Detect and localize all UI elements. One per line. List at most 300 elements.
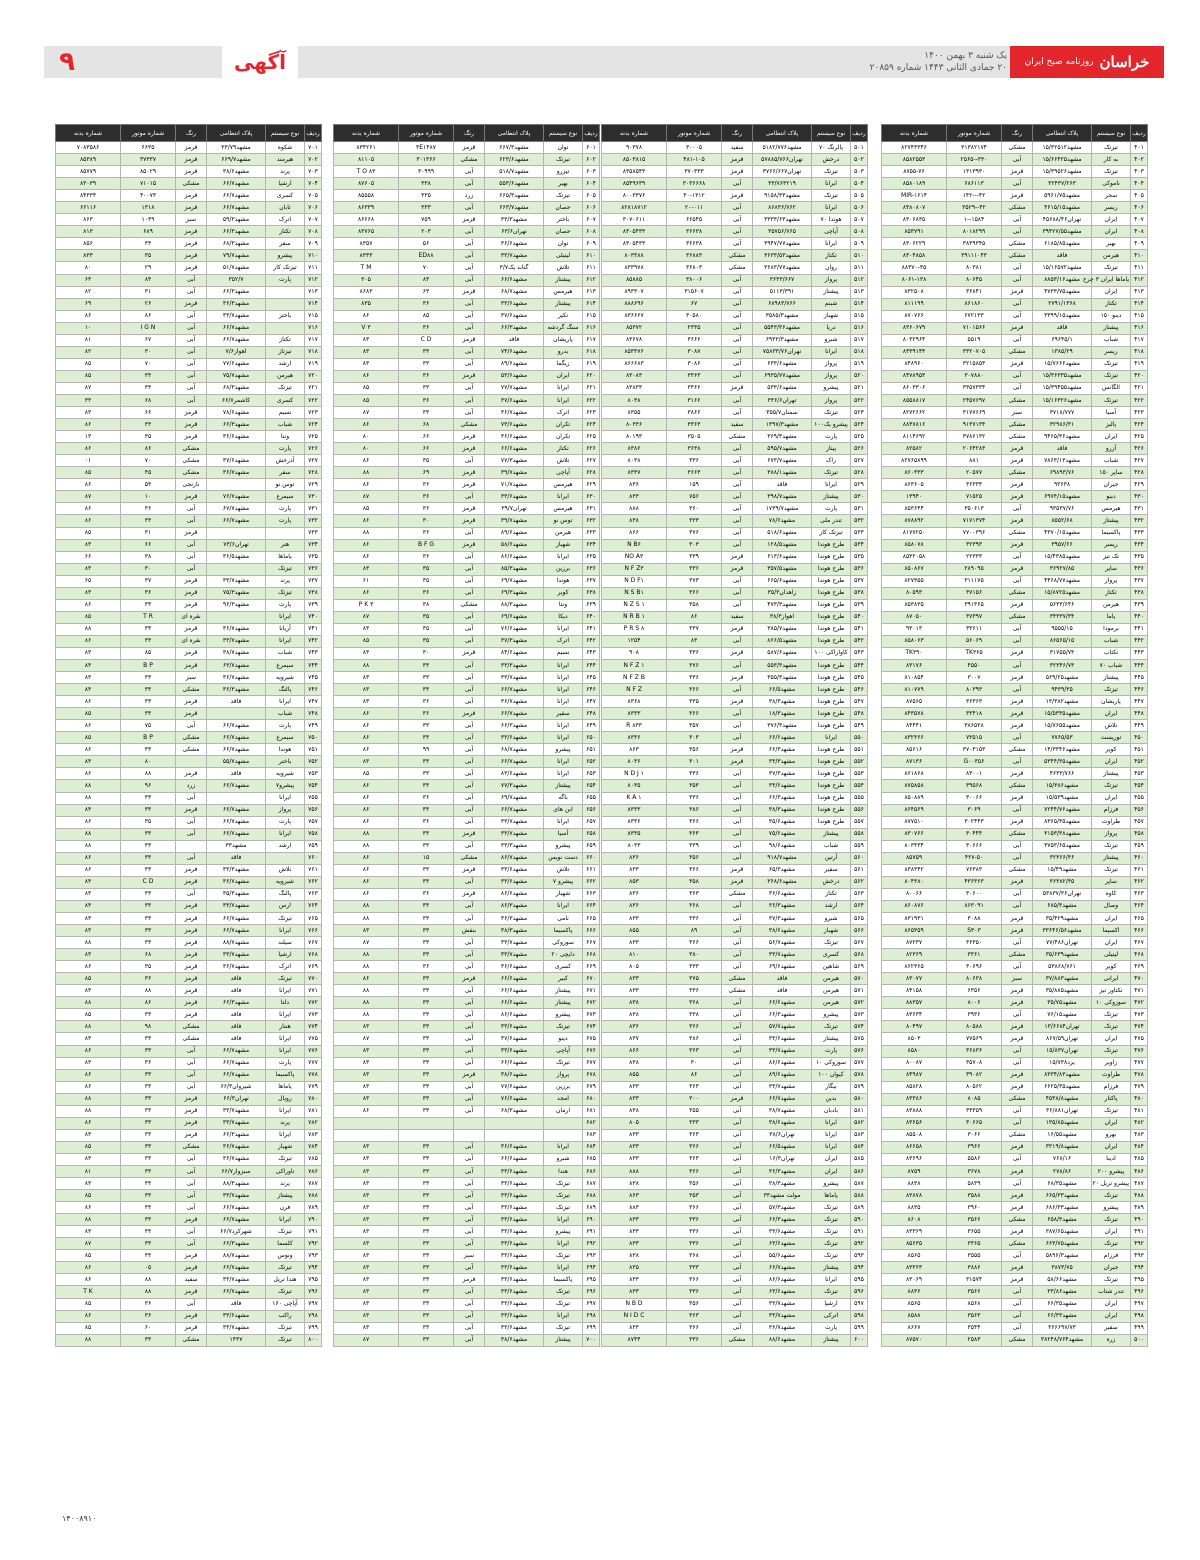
vehicle-table: [333, 124, 600, 1347]
engine-number: ۸۳۰۰۱: [947, 768, 1002, 780]
table-row: [334, 1250, 600, 1262]
table-row: [602, 298, 868, 310]
row-number: ۴۴۲: [1131, 635, 1148, 647]
license-plate: ۳۳/۷۶۳۲۱۹: [753, 178, 812, 190]
row-number: ۶۹۲: [583, 1238, 600, 1250]
color: قرمز: [722, 623, 753, 635]
table-row: [334, 431, 600, 443]
table-row: [882, 142, 1148, 154]
engine-number: ۳۳: [121, 840, 176, 852]
license-plate: مشهد۳۷/۶: [485, 1033, 544, 1045]
chassis-number: ۸۵: [334, 768, 399, 780]
system-type: جیران: [1092, 1262, 1131, 1274]
system-type: [544, 1129, 583, 1141]
license-plate: ۹۳۵۳۷/۷۶: [1033, 503, 1092, 515]
color: مشکی: [176, 684, 207, 696]
engine-number: ۳۷۰۳۱۵۳: [947, 744, 1002, 756]
column-header-chassis-number: شماره بدنه: [334, 125, 399, 142]
license-plate: مشهد۳۳/۶: [485, 864, 544, 876]
engine-number: ۳۳: [399, 346, 454, 358]
license-plate: مشهد۷۸۶۳/۱۳: [1033, 455, 1092, 467]
chassis-number: ۸۰۳۳۸۸: [602, 250, 667, 262]
chassis-number: ۸۵: [56, 1190, 121, 1202]
engine-number: ۳۳۶: [667, 455, 722, 467]
table-row: [882, 997, 1148, 1009]
table-row: [334, 937, 600, 949]
table-row: [882, 394, 1148, 406]
system-type: ایران: [1092, 792, 1131, 804]
license-plate: مشهد۶۶/۷: [207, 1057, 266, 1069]
system-type: زیگما: [544, 358, 583, 370]
color: قرمز: [176, 491, 207, 503]
license-plate: مشهد۶۷/۷: [207, 503, 266, 515]
engine-number: ۳۳۷: [667, 623, 722, 635]
color: آبی: [454, 672, 485, 684]
license-plate: زاهدان۳۵/۳: [753, 587, 812, 599]
color: آبی: [722, 840, 753, 852]
license-plate: مشهد۳۳/۳: [207, 864, 266, 876]
system-type: فرزام: [1092, 1081, 1131, 1093]
color: آبی: [722, 1105, 753, 1117]
system-type: نامی: [544, 913, 583, 925]
row-number: ۶۷۴: [583, 1021, 600, 1033]
engine-number: ۳۳: [399, 1322, 454, 1334]
engine-number: ۳۳: [399, 828, 454, 840]
table-header-row: [334, 125, 600, 142]
chassis-number: ۸۳۰۶۸۳۵: [882, 214, 947, 226]
chassis-number: ۸۰۰۸۷: [882, 1057, 947, 1069]
color: مشکی: [1002, 527, 1033, 539]
table-row: [334, 1057, 600, 1069]
color: مشکی: [1002, 780, 1033, 792]
row-number: ۴۸۸: [1131, 1190, 1148, 1202]
engine-number: ۳۳: [121, 1009, 176, 1021]
system-type: طرح هوندا: [812, 660, 851, 672]
license-plate: مشهد۶۶/۷: [207, 925, 266, 937]
license-plate: مشهد۹۱۵۸/۳۳: [753, 190, 812, 202]
color: مشکی: [1002, 394, 1033, 406]
engine-number: ۳۳: [399, 1286, 454, 1298]
row-number: ۴۳۸: [1131, 587, 1148, 599]
table-row: [602, 1081, 868, 1093]
color: آبی: [1002, 214, 1033, 226]
license-plate: مشهد۶۶/۷: [485, 756, 544, 768]
engine-number: ۸۵: [399, 310, 454, 322]
color: آبی: [176, 346, 207, 358]
row-number: ۶۹۳: [583, 1250, 600, 1262]
color: قرمز: [176, 876, 207, 888]
color: قرمز: [176, 925, 207, 937]
color: مشکی: [1002, 864, 1033, 876]
chassis-number: ۸۸: [334, 840, 399, 852]
row-number: ۴۰۳: [1131, 166, 1148, 178]
system-type: فرن: [266, 1202, 305, 1214]
license-plate: تهران۶۳/۶: [485, 226, 544, 238]
row-number: ۵۳۷: [851, 575, 868, 587]
row-number: ۵۵۶: [851, 804, 868, 816]
color: آبی: [454, 226, 485, 238]
chassis-number: ۸۶: [334, 708, 399, 720]
chassis-number: ۸۵۷۷۹: [56, 166, 121, 178]
color: آبی: [722, 1214, 753, 1226]
license-plate: مشهد۳۸/۶: [207, 166, 266, 178]
table-row: [334, 1226, 600, 1238]
engine-number: ۳۸: [399, 599, 454, 611]
row-number: ۴۱۴: [1131, 298, 1148, 310]
system-type: بهبر: [544, 178, 583, 190]
system-type: پارت: [266, 816, 305, 828]
row-number: ۴۹۷: [1131, 1298, 1148, 1310]
table-row: [334, 1069, 600, 1081]
chassis-number: ۸۳۰۶۹: [882, 1274, 947, 1286]
table-row: [334, 949, 600, 961]
chassis-number: ۸۶۱۸۶۸: [882, 768, 947, 780]
chassis-number: N Z S ۱: [602, 599, 667, 611]
color: آبی: [454, 407, 485, 419]
license-plate: [207, 708, 266, 720]
table-row: [602, 142, 868, 154]
color: قرمز: [1002, 720, 1033, 732]
row-number: ۴۶۸: [1131, 949, 1148, 961]
table-row: [334, 708, 600, 720]
system-type: تکتاز: [812, 250, 851, 262]
chassis-number: ۸۴۸۹۶۰: [882, 358, 947, 370]
system-type: فرزام: [1092, 804, 1131, 816]
chassis-number: ۸۰۳۳۶: [602, 419, 667, 431]
color: آبی: [1002, 1045, 1033, 1057]
engine-number: ۱۳۱۸: [121, 202, 176, 214]
system-type: هیرمن: [266, 370, 305, 382]
license-plate: مشهد۳۳/۷: [207, 310, 266, 322]
engine-number: ۳۳: [121, 925, 176, 937]
chassis-number: ۸۳۳: [602, 1238, 667, 1250]
row-number: ۵۱۲: [851, 274, 868, 286]
engine-number: ۸۵: [121, 647, 176, 659]
table-row: [334, 1274, 600, 1286]
table-row: [56, 792, 322, 804]
engine-number: ۳۳: [121, 1250, 176, 1262]
chassis-number: ۸۶: [56, 816, 121, 828]
system-type: تیزتک: [812, 1214, 851, 1226]
chassis-number: ۸۶۸۳: [334, 286, 399, 298]
row-number: ۴۲۵: [1131, 431, 1148, 443]
chassis-number: ۸۵: [56, 1298, 121, 1310]
system-type: ایرانا: [266, 985, 305, 997]
system-type: تکران: [544, 431, 583, 443]
table-row: [56, 1298, 322, 1310]
system-type: کیوان ۱۰۰: [812, 1069, 851, 1081]
row-number: ۴۷۸: [1131, 1069, 1148, 1081]
system-type: ایرانا: [812, 732, 851, 744]
system-type: تیزتک: [544, 1286, 583, 1298]
row-number: ۴۸۵: [1131, 1153, 1148, 1165]
license-plate: مشهد۶۳/۷: [207, 660, 266, 672]
system-type: دینو: [544, 1033, 583, 1045]
row-number: ۷۷۴: [305, 1021, 322, 1033]
chassis-number: ۸۱۰۸۵۴: [882, 672, 947, 684]
color: آبی: [722, 732, 753, 744]
license-plate: ۳۴۳۳۷/۳۴: [1033, 611, 1092, 623]
engine-number: ۳۳: [121, 1334, 176, 1346]
column-header-system-type: نوع سیستم: [812, 125, 851, 142]
chassis-number: ۸۳: [334, 1093, 399, 1105]
license-plate: ۸۵۵۲/۶۸: [1033, 515, 1092, 527]
chassis-number: ۸۸۸۶۹۶: [602, 298, 667, 310]
chassis-number: ۸۶: [56, 1310, 121, 1322]
chassis-number: ۸۶۳: [602, 1190, 667, 1202]
table-row: [602, 985, 868, 997]
color: آبی: [1002, 660, 1033, 672]
row-number: ۴۸۱: [1131, 1105, 1148, 1117]
system-type: سفیر: [1092, 1322, 1131, 1334]
table-row: [882, 852, 1148, 864]
row-number: ۶۲۶: [583, 443, 600, 455]
license-plate: مشهد۳۸/۳: [753, 696, 812, 708]
license-plate: مشهد۳۳/۶: [485, 1214, 544, 1226]
system-type: پرواز: [812, 358, 851, 370]
chassis-number: ۸۳۳۵: [602, 828, 667, 840]
engine-number: ۳۰۶۹: [947, 804, 1002, 816]
row-number: ۶۳۳: [583, 527, 600, 539]
license-plate: مشهد۵۸/۶۶: [1033, 1274, 1092, 1286]
system-type: هوندا ۷۰: [812, 214, 851, 226]
chassis-number: ۸۳۳: [602, 1226, 667, 1238]
engine-number: ۳۷۳۳۷: [121, 154, 176, 166]
engine-number: ۳۵۵۵: [947, 1250, 1002, 1262]
engine-number: ۳۳: [121, 1202, 176, 1214]
color: آبی: [454, 202, 485, 214]
table-row: [56, 286, 322, 298]
table-row: [56, 346, 322, 358]
color: قرمز: [1002, 286, 1033, 298]
color: قرمز: [454, 515, 485, 527]
license-plate: مشهد۱۵/۱۶۵۷۲: [1033, 262, 1092, 274]
row-number: ۵۸۱: [851, 1105, 868, 1117]
color: آبی: [454, 563, 485, 575]
table-row: [56, 1117, 322, 1129]
chassis-number: ۸۳۵۵: [602, 407, 667, 419]
row-number: ۷۹۳: [305, 1250, 322, 1262]
engine-number: B P: [121, 732, 176, 744]
table-row: [56, 840, 322, 852]
chassis-number: ۸۵۸۲۵۵۳: [882, 154, 947, 166]
table-row: [56, 925, 322, 937]
color: مشکی: [1002, 611, 1033, 623]
engine-number: ۳۸۶۶: [667, 407, 722, 419]
license-plate: مشهد۳۵/۶: [753, 816, 812, 828]
color: [176, 840, 207, 852]
engine-number: ۳۳۶۶: [667, 382, 722, 394]
color: آبی: [722, 1165, 753, 1177]
row-number: ۵۶۵: [851, 913, 868, 925]
system-type: پیشرو ۷: [544, 876, 583, 888]
row-number: ۷۳۷: [305, 575, 322, 587]
system-type: سیمرغ: [266, 660, 305, 672]
system-type: پاریشان: [1092, 696, 1131, 708]
color: قرمز: [176, 599, 207, 611]
engine-number: ۳۶۳۸: [667, 443, 722, 455]
chassis-number: ۸۳۳: [602, 1129, 667, 1141]
system-type: پارت: [812, 431, 851, 443]
license-plate: مشهد۳۳/۶: [753, 1226, 812, 1238]
license-plate: مشهد۵۹/۳: [207, 214, 266, 226]
chassis-number: ۸۸۳: [602, 1202, 667, 1214]
license-plate: مشهد۳۳/۶: [485, 1310, 544, 1322]
license-plate: مشهد۵۶۹/۲۵: [1033, 672, 1092, 684]
engine-number: ۸۰۶۳۸: [947, 973, 1002, 985]
engine-number: ۸۶: [667, 611, 722, 623]
row-number: ۴۶۴: [1131, 900, 1148, 912]
engine-number: ۳۳۴۱۸: [947, 708, 1002, 720]
row-number: ۵۵۱: [851, 744, 868, 756]
chassis-number: ۸۷۵۶۵: [882, 696, 947, 708]
color: آبی: [454, 491, 485, 503]
row-number: ۵۰۰: [1131, 1334, 1148, 1346]
table-row: [334, 527, 600, 539]
row-number: ۵۷۶: [851, 1045, 868, 1057]
chassis-number: ۸۵۶۱۶: [882, 744, 947, 756]
table-row: [602, 1250, 868, 1262]
engine-number: ۳۰۳: [667, 732, 722, 744]
color: آبی: [454, 1190, 485, 1202]
system-type: تیزتک: [266, 587, 305, 599]
color: قرمز: [454, 708, 485, 720]
license-plate: یزد۱۵/۷۳۸: [1033, 1057, 1092, 1069]
chassis-number: ۸۳: [56, 563, 121, 575]
table-row: [334, 370, 600, 382]
chassis-number: ۸۳۰۵۴۳۳: [602, 226, 667, 238]
color: سبز: [176, 672, 207, 684]
license-plate: مشهد۶۶/۷: [207, 1069, 266, 1081]
vehicle-table: [881, 124, 1148, 1347]
color: قرمز: [722, 744, 753, 756]
table-row: [334, 1214, 600, 1226]
chassis-number: ۸۳۶۵۶: [882, 1117, 947, 1129]
system-type: تیزتک: [544, 1202, 583, 1214]
table-row: [882, 768, 1148, 780]
color: آبی: [454, 1226, 485, 1238]
date-line-1: یک شنبه ۳ بهمن ۱۴۰۰: [924, 51, 1007, 61]
license-plate: مشهد۳۳/۳: [753, 756, 812, 768]
color: مشکی: [1002, 1093, 1033, 1105]
table-row: [882, 720, 1148, 732]
system-type: هیرمن: [812, 973, 851, 985]
color: زرد: [176, 780, 207, 792]
license-plate: مشهد۳۳/۶: [485, 1021, 544, 1033]
row-number: ۷۳۴: [305, 539, 322, 551]
table-row: [334, 852, 600, 864]
color: آبی: [722, 358, 753, 370]
system-type: تیزتک: [1092, 1021, 1131, 1033]
system-type: ایران: [1092, 1141, 1131, 1153]
license-plate: مشهد۳۳/۷: [753, 949, 812, 961]
table-row: [882, 1226, 1148, 1238]
system-type: درخش: [812, 154, 851, 166]
engine-number: ۶۳: [399, 286, 454, 298]
row-number: ۵۱۷: [851, 334, 868, 346]
license-plate: مشهد۶۶/۳: [207, 286, 266, 298]
chassis-number: ۸۳۳: [602, 1081, 667, 1093]
chassis-number: ۸۳: [334, 346, 399, 358]
chassis-number: ۸۳: [334, 1250, 399, 1262]
system-type: [266, 286, 305, 298]
chassis-number: ۸۳۳: [602, 864, 667, 876]
chassis-number: ۸۳: [56, 672, 121, 684]
table-row: [56, 1153, 322, 1165]
chassis-number: ۸۰۳۲۹۶۴: [882, 334, 947, 346]
license-plate: مشهد۶۶/۷: [207, 1214, 266, 1226]
table-row: [334, 1129, 600, 1141]
engine-number: ۳۶: [399, 322, 454, 334]
license-plate: مشهد۸۴/۶: [485, 647, 544, 659]
table-row: [602, 370, 868, 382]
license-plate: ۳۹۵۷/۶۶: [1033, 539, 1092, 551]
engine-number: ۳۶: [399, 551, 454, 563]
system-type: ساپر: [1092, 876, 1131, 888]
chassis-number: ۸۰۵۹۳: [882, 587, 947, 599]
chassis-number: ۸۵: [334, 635, 399, 647]
row-number: ۵۰۸: [851, 226, 868, 238]
color: قرمز: [1002, 479, 1033, 491]
system-type: شهباز: [266, 1141, 305, 1153]
chassis-number: ۸۶: [334, 744, 399, 756]
color: سبز: [1002, 407, 1033, 419]
color: آبی: [176, 503, 207, 515]
color: آبی: [722, 949, 753, 961]
row-number: ۶۹۶: [583, 1286, 600, 1298]
license-plate: مشهد۳۶/۵: [207, 551, 266, 563]
color: آبی: [1002, 262, 1033, 274]
engine-number: ۲۲۳۳۳: [947, 551, 1002, 563]
engine-number: ۳۳: [121, 1226, 176, 1238]
system-type: شباب: [266, 419, 305, 431]
row-number: ۷۴۸: [305, 708, 322, 720]
chassis-number: ۸۳: [56, 1033, 121, 1045]
engine-number: B P: [121, 660, 176, 672]
license-plate: مشهد۳۳/۶: [485, 1298, 544, 1310]
system-type: ارشیا: [812, 1298, 851, 1310]
table-row: [334, 828, 600, 840]
table-row: [56, 913, 322, 925]
engine-number: ۳۱: [121, 527, 176, 539]
license-plate: مشهد۵۳۳/۶: [753, 382, 812, 394]
engine-number: ۳۳: [121, 1069, 176, 1081]
engine-number: ۳۶: [121, 1057, 176, 1069]
license-plate: مشهد۶۶/۳: [485, 720, 544, 732]
row-number: ۶۴۱: [583, 623, 600, 635]
chassis-number: ۸۳۸۶: [602, 443, 667, 455]
color: قرمز: [722, 756, 753, 768]
engine-number: ۳۶۳: [667, 1153, 722, 1165]
table-row: [56, 635, 322, 647]
license-plate: ۳۷۱۸/۷۷۷: [1033, 407, 1092, 419]
chassis-number: ۸۶۳۶۰۵: [882, 479, 947, 491]
color: قرمز: [454, 443, 485, 455]
row-number: ۴۷۳: [1131, 1009, 1148, 1021]
table-row: [882, 1045, 1148, 1057]
table-row: [334, 539, 600, 551]
row-number: ۴۴۳: [1131, 647, 1148, 659]
table-row: [56, 1262, 322, 1274]
row-number: ۷۷۰: [305, 973, 322, 985]
row-number: ۵۵۵: [851, 792, 868, 804]
engine-number: ۳۳: [121, 1214, 176, 1226]
chassis-number: ۸۸: [334, 949, 399, 961]
table-row: [602, 1262, 868, 1274]
engine-number: ۵۵۱۹: [947, 334, 1002, 346]
row-number: ۶۴۹: [583, 720, 600, 732]
engine-number: ۳۲۱۵۸۵۳: [947, 358, 1002, 370]
